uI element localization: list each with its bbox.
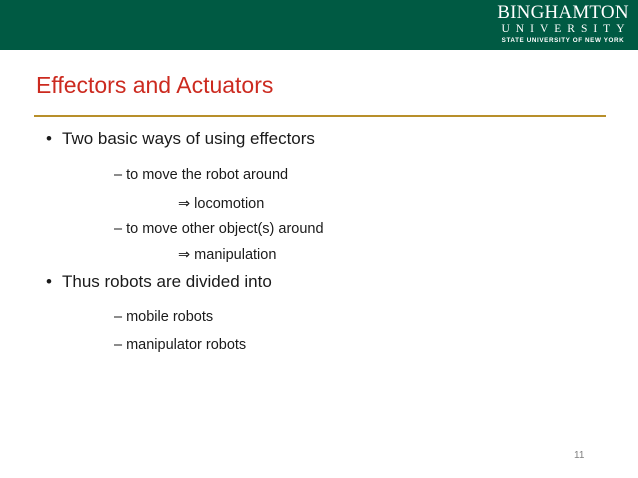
bullet-text: Two basic ways of using effectors — [62, 129, 315, 148]
slide-title: Effectors and Actuators — [36, 72, 274, 98]
bullet-item — [46, 128, 315, 150]
logo-tagline: STATE UNIVERSITY OF NEW YORK — [501, 37, 625, 44]
sub-bullet-item: – mobile robots — [114, 309, 214, 325]
page-number: 11 — [574, 450, 585, 461]
university-logo — [494, 3, 632, 47]
logo-subline: UNIVERSITY — [501, 23, 631, 35]
sub-bullet-item: – manipulator robots — [114, 337, 247, 353]
detail-item: ⇒ locomotion — [178, 196, 265, 212]
title-underline — [34, 115, 606, 117]
bullet-item — [46, 271, 272, 293]
sub-bullet-item: – to move the robot around — [114, 167, 289, 183]
sub-bullet-item: – to move other object(s) around — [114, 221, 324, 237]
bullet-glyph: • — [46, 272, 52, 291]
bullet-text: Thus robots are divided into — [62, 272, 272, 291]
bullet-glyph: • — [46, 129, 52, 148]
logo-wordmark: BINGHAMTON — [497, 2, 629, 23]
detail-item: ⇒ manipulation — [178, 247, 277, 263]
header-band — [0, 0, 638, 50]
